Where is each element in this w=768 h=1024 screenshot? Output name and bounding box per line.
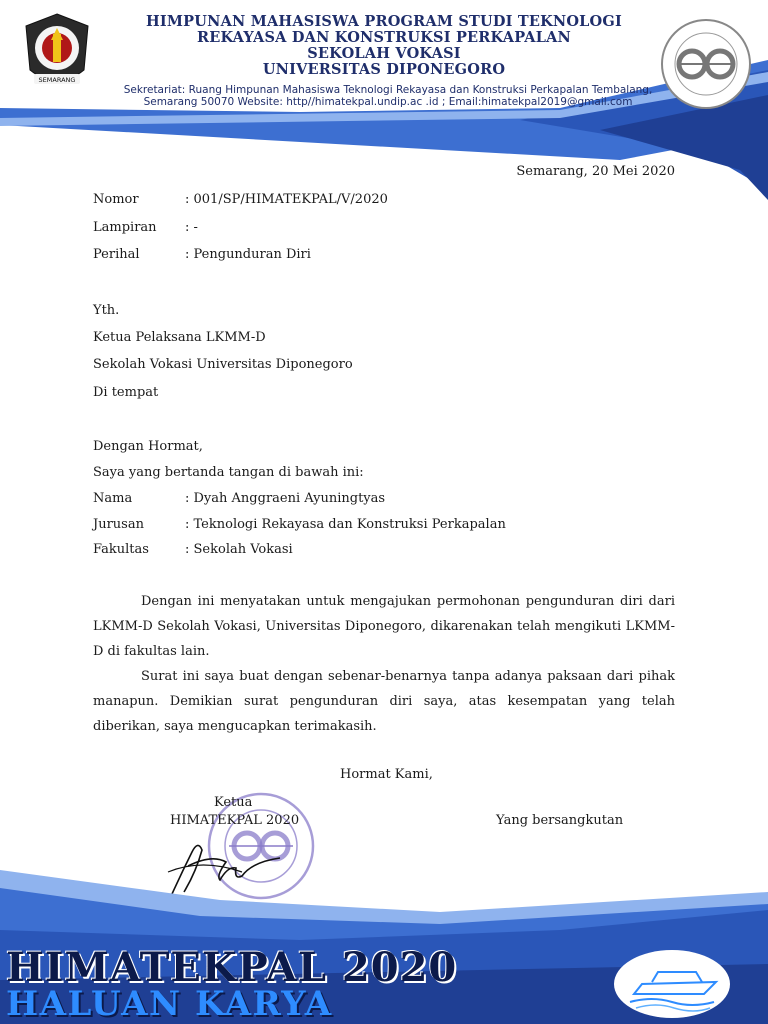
other-signer-label: Yang bersangkutan (496, 813, 624, 828)
body-paragraph-1 (93, 589, 675, 664)
undip-logo (22, 12, 92, 92)
paragraph-text: Surat ini saya buat dengan sebenar-benarnya tanpa adanya paksaan dari pihak manapun. Demikian surat pengunduran diri saya, atas kesempatan yang telah diberikan, saya mengucapkan terimakasih. (93, 669, 675, 734)
meta-label-perihal: Perihal (93, 247, 140, 262)
meta-value-lampiran: : - (185, 220, 198, 235)
recipient-line: Di tempat (93, 385, 159, 400)
meta-value-perihal: : Pengunduran Diri (185, 247, 311, 262)
recipient-line: Yth. (93, 303, 120, 318)
recipient-line: Sekolah Vokasi Universitas Diponegoro (93, 357, 353, 372)
ship-logo (612, 948, 732, 1020)
title-line: SEKOLAH VOKASI (307, 45, 461, 62)
title-line: HIMPUNAN MAHASISWA PROGRAM STUDI TEKNOLOGI (146, 13, 622, 30)
footer-title: HIMATEKPAL 2020 (6, 944, 458, 991)
address-line: Sekretariat: Ruang Himpunan Mahasiswa Teknologi Rekayasa dan Konstruksi Perkapalan Tembalang, (123, 84, 653, 96)
recipient-line: Ketua Pelaksana LKMM-D (93, 330, 266, 345)
letter-date: Semarang, 20 Mei 2020 (516, 164, 675, 179)
identity-value-nama: : Dyah Anggraeni Ayuningtyas (185, 491, 386, 506)
identity-label-fakultas: Fakultas (93, 542, 149, 557)
closing-salutation: Hormat Kami, (340, 767, 433, 782)
identity-label-jurusan: Jurusan (93, 517, 144, 532)
svg-text:SEMARANG: SEMARANG (38, 76, 76, 84)
paragraph-text: Dengan ini menyatakan untuk mengajukan permohonan pengunduran diri dari LKMM-D Sekolah Vokasi, Universitas Diponegoro, dikarenakan telah mengikuti LKMM-D di fakultas lain. (93, 594, 675, 659)
greeting: Dengan Hormat, (93, 439, 203, 454)
title-line: UNIVERSITAS DIPONEGORO (262, 61, 506, 78)
signer-role: Ketua (214, 795, 253, 810)
title-line: REKAYASA DAN KONSTRUKSI PERKAPALAN (196, 29, 572, 46)
himatekpal-logo (660, 18, 752, 110)
footer-tagline: HALUAN KARYA (6, 984, 333, 1024)
identity-label-nama: Nama (93, 491, 133, 506)
address-line: Semarang 50070 Website: http//himatekpal.undip.ac .id ; Email:himatekpal2019@gmail.com (143, 96, 633, 108)
organization-address (108, 84, 668, 108)
signer-organization: HIMATEKPAL 2020 (170, 813, 300, 828)
meta-value-nomor: : 001/SP/HIMATEKPAL/V/2020 (185, 192, 388, 207)
meta-label-lampiran: Lampiran (93, 220, 157, 235)
intro-sentence: Saya yang bertanda tangan di bawah ini: (93, 465, 364, 480)
identity-value-fakultas: : Sekolah Vokasi (185, 542, 293, 557)
meta-label-nomor: Nomor (93, 192, 139, 207)
identity-value-jurusan: : Teknologi Rekayasa dan Konstruksi Perkapalan (185, 517, 506, 532)
body-paragraph-2 (93, 664, 675, 739)
organization-title (110, 14, 658, 78)
